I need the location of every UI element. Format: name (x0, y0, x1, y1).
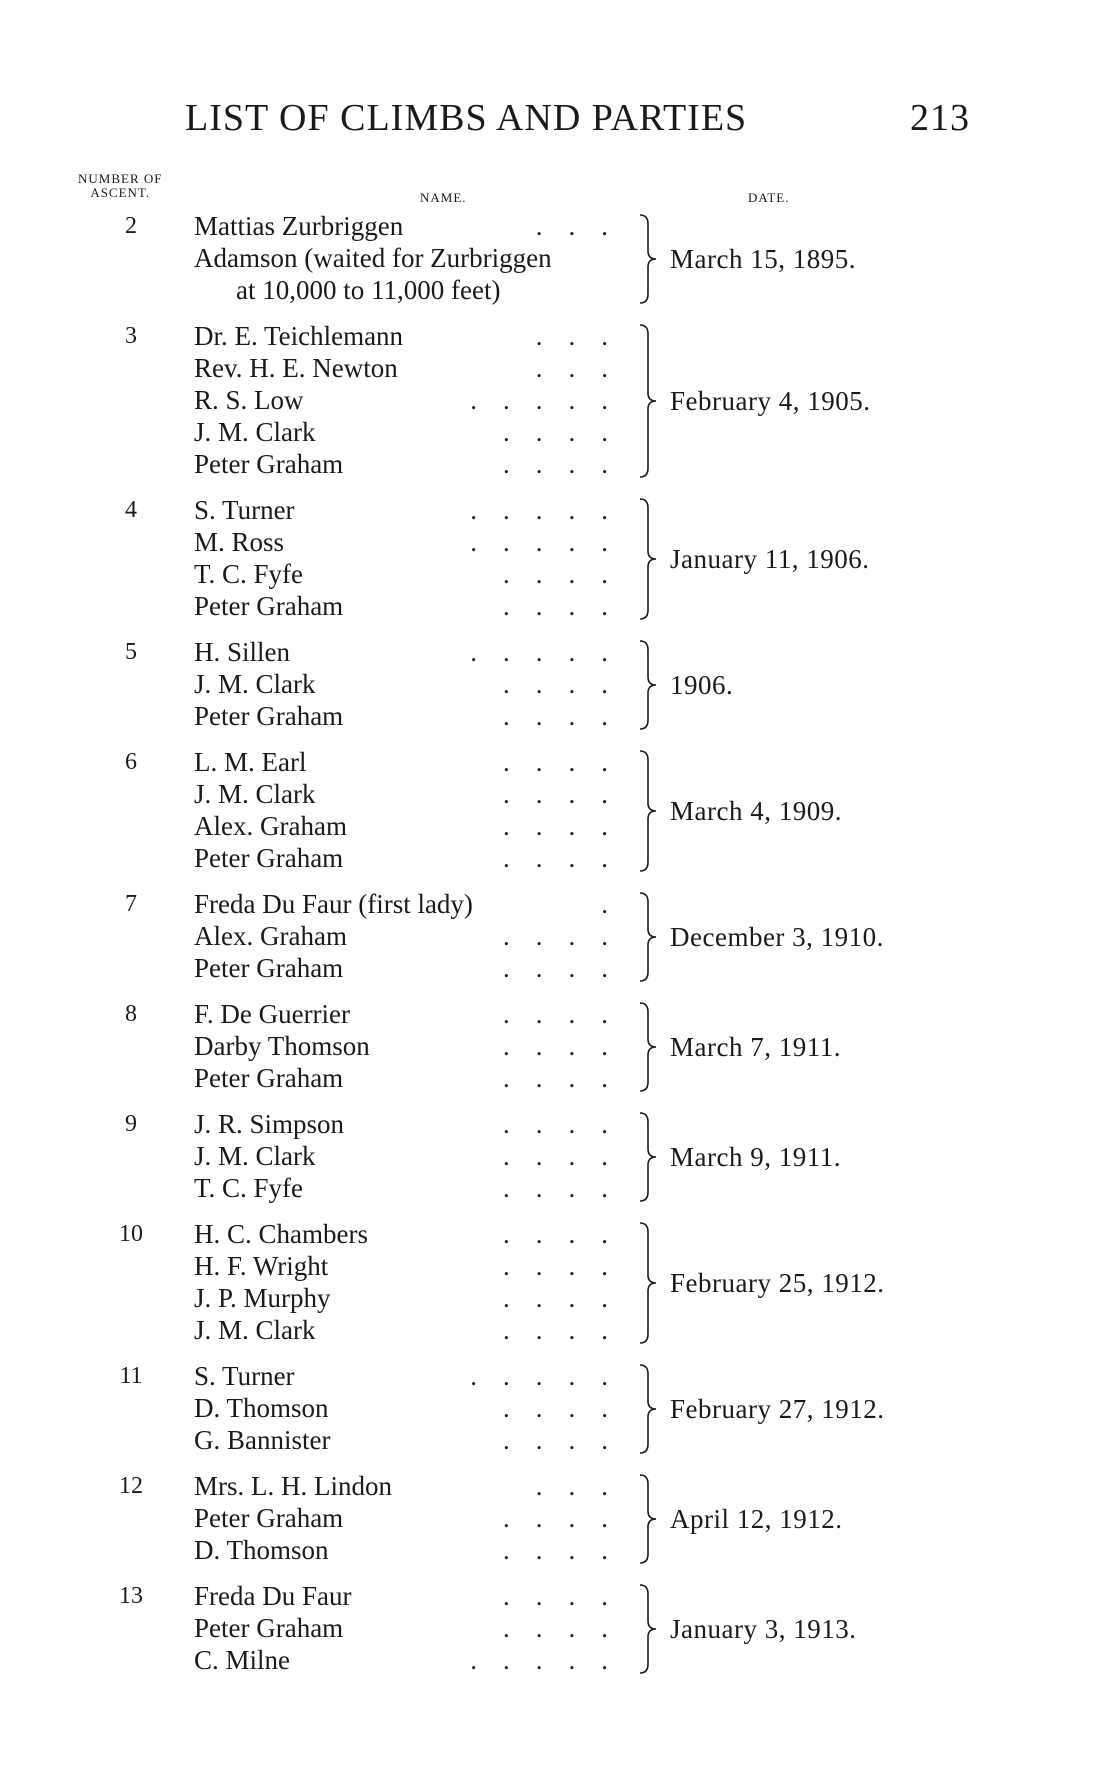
ascent-entry (0, 998, 1114, 1094)
leader-dots: .... (503, 747, 634, 777)
brace-path (640, 215, 656, 303)
page-header (185, 96, 970, 146)
party-member (194, 1250, 634, 1282)
party-member-name: Rev. H. E. Newton (194, 353, 398, 383)
right-brace (638, 324, 660, 478)
leader-dots: ..... (470, 637, 634, 667)
right-brace (638, 750, 660, 872)
ascent-date: February 25, 1912. (670, 1268, 885, 1298)
ascent-number: 2 (125, 213, 137, 239)
party-member-name: Peter Graham (194, 1503, 344, 1533)
party-list (194, 210, 634, 306)
ascent-number: 11 (119, 1363, 143, 1389)
party-member (194, 1108, 634, 1140)
ascent-number: 4 (125, 497, 137, 523)
brace-path (640, 1003, 656, 1091)
brace-path (640, 1113, 656, 1201)
leader-dots: .... (503, 953, 634, 983)
party-list (194, 746, 634, 874)
party-member (194, 998, 634, 1030)
party-member (194, 1470, 634, 1502)
brace-path (640, 641, 656, 729)
party-member-name: H. Sillen (194, 637, 291, 667)
party-member-name: S. Turner (194, 495, 295, 525)
party-list (194, 636, 634, 732)
party-member-name: J. M. Clark (194, 669, 316, 699)
column-header-number-line1: NUMBER OF (78, 171, 163, 186)
party-member-name: M. Ross (194, 527, 285, 557)
leader-dots: .... (503, 1063, 634, 1093)
ascent-date: April 12, 1912. (670, 1504, 843, 1534)
leader-dots: .... (503, 1141, 634, 1171)
party-member (194, 920, 634, 952)
brace-path (640, 325, 656, 477)
party-member (194, 888, 634, 920)
party-member (194, 1030, 634, 1062)
ascent-number: 12 (119, 1473, 143, 1499)
party-member-name: J. R. Simpson (194, 1109, 345, 1139)
brace-path (640, 499, 656, 619)
ascent-entry (0, 1218, 1114, 1346)
party-member (194, 448, 634, 480)
ascent-date: March 9, 1911. (670, 1142, 841, 1172)
party-member (194, 210, 634, 242)
party-member-name: Peter Graham (194, 591, 344, 621)
party-member-name: H. F. Wright (194, 1251, 329, 1281)
party-member-name: Dr. E. Teichlemann (194, 321, 404, 351)
ascent-number: 10 (119, 1221, 143, 1247)
right-brace (638, 640, 660, 730)
party-member-name: at 10,000 to 11,000 feet) (236, 275, 501, 305)
right-brace (638, 1002, 660, 1092)
leader-dots: .... (503, 1315, 634, 1345)
leader-dots: .... (503, 669, 634, 699)
party-member (194, 810, 634, 842)
party-list (194, 998, 634, 1094)
party-member (194, 1424, 634, 1456)
ascent-number: 9 (125, 1111, 137, 1137)
party-member (194, 1314, 634, 1346)
right-brace (638, 214, 660, 304)
ascent-date: 1906. (670, 670, 734, 700)
leader-dots: ..... (470, 385, 634, 415)
party-member (194, 320, 634, 352)
ascent-date: March 4, 1909. (670, 796, 842, 826)
party-list (194, 1360, 634, 1456)
party-member (194, 1502, 634, 1534)
ascent-date: March 15, 1895. (670, 244, 856, 274)
party-member (194, 352, 634, 384)
party-member-name: F. De Guerrier (194, 999, 351, 1029)
party-member (194, 746, 634, 778)
ascent-entry (0, 320, 1114, 480)
leader-dots: .... (503, 417, 634, 447)
party-member-name: L. M. Earl (194, 747, 307, 777)
party-member-name: Peter Graham (194, 843, 344, 873)
party-member (194, 526, 634, 558)
party-member-name: T. C. Fyfe (194, 559, 303, 589)
party-member-name: Adamson (waited for Zurbriggen (194, 243, 552, 273)
ascent-date: January 3, 1913. (670, 1614, 857, 1644)
ascent-number: 13 (119, 1583, 143, 1609)
ascent-number: 7 (125, 891, 137, 917)
leader-dots: .... (503, 999, 634, 1029)
leader-dots: .... (503, 779, 634, 809)
brace-path (640, 1223, 656, 1343)
right-brace (638, 1364, 660, 1454)
party-list (194, 1108, 634, 1204)
column-header-name: NAME. (420, 190, 467, 205)
party-member (194, 558, 634, 590)
leader-dots: .... (503, 1219, 634, 1249)
party-member-name: C. Milne (194, 1645, 291, 1675)
party-member-name: T. C. Fyfe (194, 1173, 303, 1203)
leader-dots: .... (503, 1503, 634, 1533)
party-member (194, 842, 634, 874)
party-list (194, 494, 634, 622)
party-member-name: D. Thomson (194, 1393, 329, 1423)
leader-dots: ... (535, 321, 634, 351)
party-member (194, 1218, 634, 1250)
leader-dots: .... (503, 449, 634, 479)
party-member-name: S. Turner (194, 1361, 295, 1391)
party-member-name: Peter Graham (194, 1613, 344, 1643)
ascent-number: 3 (125, 323, 137, 349)
leader-dots: .... (503, 811, 634, 841)
party-member-name: J. M. Clark (194, 417, 316, 447)
party-member (194, 1392, 634, 1424)
party-member (194, 1140, 634, 1172)
party-member (194, 636, 634, 668)
page-number: 213 (910, 97, 970, 139)
leader-dots: . (601, 889, 634, 919)
leader-dots: .... (503, 1109, 634, 1139)
brace-path (640, 893, 656, 981)
party-member (194, 1580, 634, 1612)
party-member-name: G. Bannister (194, 1425, 331, 1455)
ascent-date: March 7, 1911. (670, 1032, 841, 1062)
party-member-name: Peter Graham (194, 953, 344, 983)
ascent-entry (0, 636, 1114, 732)
party-member-name: Mrs. L. H. Lindon (194, 1471, 392, 1501)
ascent-number: 6 (125, 749, 137, 775)
leader-dots: ... (535, 211, 634, 241)
party-member (194, 1172, 634, 1204)
ascent-date: December 3, 1910. (670, 922, 884, 952)
brace-path (640, 1365, 656, 1453)
party-list (194, 888, 634, 984)
ascent-entry (0, 1108, 1114, 1204)
ascent-entry (0, 746, 1114, 874)
party-member (194, 416, 634, 448)
right-brace (638, 1474, 660, 1564)
ascent-entry (0, 888, 1114, 984)
party-member (194, 1534, 634, 1566)
right-brace (638, 1222, 660, 1344)
ascent-date: January 11, 1906. (670, 544, 870, 574)
party-member-name: H. C. Chambers (194, 1219, 368, 1249)
brace-path (640, 751, 656, 871)
right-brace (638, 1584, 660, 1674)
page-title: LIST OF CLIMBS AND PARTIES (185, 97, 748, 139)
column-header-number-line2: ASCENT. (90, 185, 151, 200)
leader-dots: .... (503, 1393, 634, 1423)
leader-dots: .... (503, 1581, 634, 1611)
leader-dots: .... (503, 701, 634, 731)
ascent-entry (0, 1360, 1114, 1456)
party-member-name: J. M. Clark (194, 1315, 316, 1345)
leader-dots: ..... (470, 1361, 634, 1391)
party-member-name: J. M. Clark (194, 779, 316, 809)
right-brace (638, 498, 660, 620)
party-member (194, 1360, 634, 1392)
leader-dots: .... (503, 591, 634, 621)
party-list (194, 320, 634, 480)
party-member (194, 494, 634, 526)
party-member-name: D. Thomson (194, 1535, 329, 1565)
party-member (194, 1612, 634, 1644)
party-member-name: R. S. Low (194, 385, 304, 415)
party-member-name: Freda Du Faur (194, 1581, 352, 1611)
right-brace (638, 1112, 660, 1202)
leader-dots: .... (503, 1535, 634, 1565)
party-member-name: Peter Graham (194, 701, 344, 731)
party-member-name: J. P. Murphy (194, 1283, 331, 1313)
party-member-name: Alex. Graham (194, 921, 347, 951)
leader-dots: .... (503, 843, 634, 873)
party-member (194, 384, 634, 416)
brace-path (640, 1585, 656, 1673)
column-header-number (78, 172, 163, 200)
ascent-date: February 4, 1905. (670, 386, 871, 416)
leader-dots: .... (503, 1251, 634, 1281)
ascent-entry (0, 210, 1114, 306)
party-member (194, 590, 634, 622)
leader-dots: .... (503, 921, 634, 951)
right-brace (638, 892, 660, 982)
leader-dots: ... (535, 1471, 634, 1501)
ascent-entry (0, 1470, 1114, 1566)
ascent-date: February 27, 1912. (670, 1394, 885, 1424)
leader-dots: .... (503, 1283, 634, 1313)
ascent-number: 8 (125, 1001, 137, 1027)
ascent-number: 5 (125, 639, 137, 665)
leader-dots: .... (503, 559, 634, 589)
leader-dots: ..... (470, 1645, 634, 1675)
brace-path (640, 1475, 656, 1563)
party-member-name: Mattias Zurbriggen (194, 211, 404, 241)
party-member (194, 778, 634, 810)
column-header-date: DATE. (748, 190, 790, 205)
party-member (194, 274, 634, 306)
party-list (194, 1218, 634, 1346)
party-member-name: Darby Thomson (194, 1031, 370, 1061)
party-member-name: Peter Graham (194, 1063, 344, 1093)
party-member (194, 952, 634, 984)
party-list (194, 1470, 634, 1566)
party-member-name: J. M. Clark (194, 1141, 316, 1171)
ascent-entry (0, 494, 1114, 622)
party-member (194, 242, 634, 274)
party-member (194, 700, 634, 732)
party-list (194, 1580, 634, 1676)
party-member (194, 668, 634, 700)
party-member (194, 1062, 634, 1094)
ascent-entry (0, 1580, 1114, 1676)
party-member-name: Peter Graham (194, 449, 344, 479)
leader-dots: .... (503, 1613, 634, 1643)
party-member (194, 1644, 634, 1676)
leader-dots: ... (535, 353, 634, 383)
leader-dots: .... (503, 1425, 634, 1455)
party-member (194, 1282, 634, 1314)
leader-dots: ..... (470, 495, 634, 525)
party-member-name: Freda Du Faur (first lady) (194, 889, 473, 919)
party-member-name: Alex. Graham (194, 811, 347, 841)
leader-dots: .... (503, 1173, 634, 1203)
leader-dots: .... (503, 1031, 634, 1061)
leader-dots: ..... (470, 527, 634, 557)
